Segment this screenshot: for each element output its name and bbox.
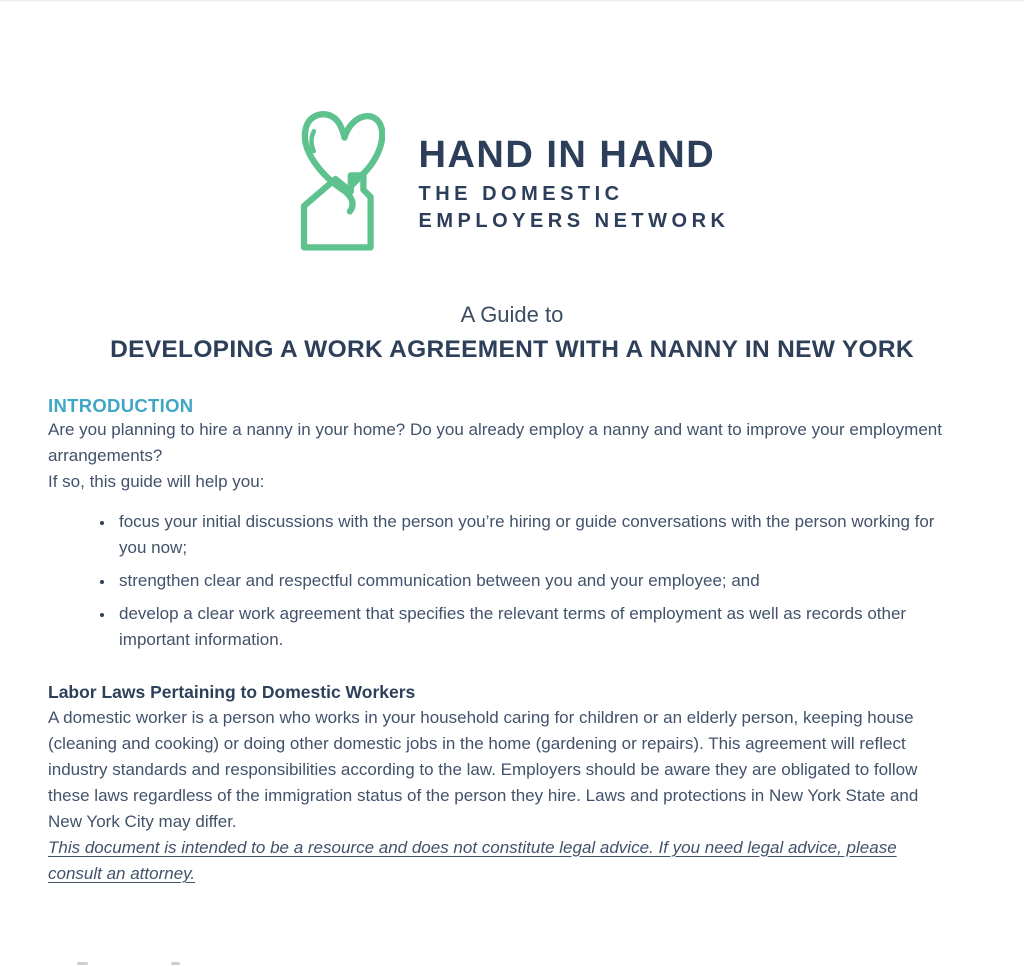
cut-off-text-fragment: [171, 962, 180, 965]
brand-name: HAND IN HAND: [418, 133, 716, 176]
logo-text: [419, 134, 730, 235]
labor-laws-section: [48, 679, 950, 835]
bullet-item: • focus your initial discussions with the person you’re hiring or guide conversations with the person working for you now;: [115, 509, 950, 561]
tagline-line-2: EMPLOYERS NETWORK: [418, 209, 730, 232]
intro-paragraph-2: If so, this guide will help you:: [48, 472, 265, 491]
cut-off-text-fragment: [77, 962, 88, 965]
section-heading-introduction: INTRODUCTION: [48, 395, 194, 416]
legal-disclaimer: [48, 835, 950, 887]
intro-paragraph-1: Are you planning to hire a nanny in your home? Do you already employ a nanny and want to improve your employment arrangements?: [48, 420, 942, 465]
intro-bullet-list: [48, 509, 950, 653]
section-heading-labor-laws: Labor Laws Pertaining to Domestic Workers: [48, 682, 416, 702]
tagline-line-1: THE DOMESTIC: [418, 182, 624, 205]
legal-disclaimer-text: This document is intended to be a resource and does not constitute legal advice. If you need legal advice, please consult an attorney.: [48, 838, 897, 883]
logo: [48, 98, 976, 260]
bullet-item: • develop a clear work agreement that specifies the relevant terms of employment as well as records other important information.: [115, 601, 950, 653]
document-title: DEVELOPING A WORK AGREEMENT WITH A NANNY IN NEW YORK: [110, 336, 914, 363]
bullet-item: • strengthen clear and respectful communication between you and your employee; and: [115, 568, 950, 594]
document-pretitle: A Guide to: [460, 302, 564, 327]
labor-laws-paragraph: A domestic worker is a person who works in your household caring for children or an elderly person, keeping house (cleaning and cooking) or doing other domestic jobs in the home (gardening or repairs). This agreement will reflect industry standards and responsibilities according to the law. Employers should be aware they are obligated to follow these laws regardless of the immigration status of the person they hire. Laws and protections in New York State and New York City may differ.: [48, 708, 919, 831]
heart-house-icon: [295, 98, 385, 260]
